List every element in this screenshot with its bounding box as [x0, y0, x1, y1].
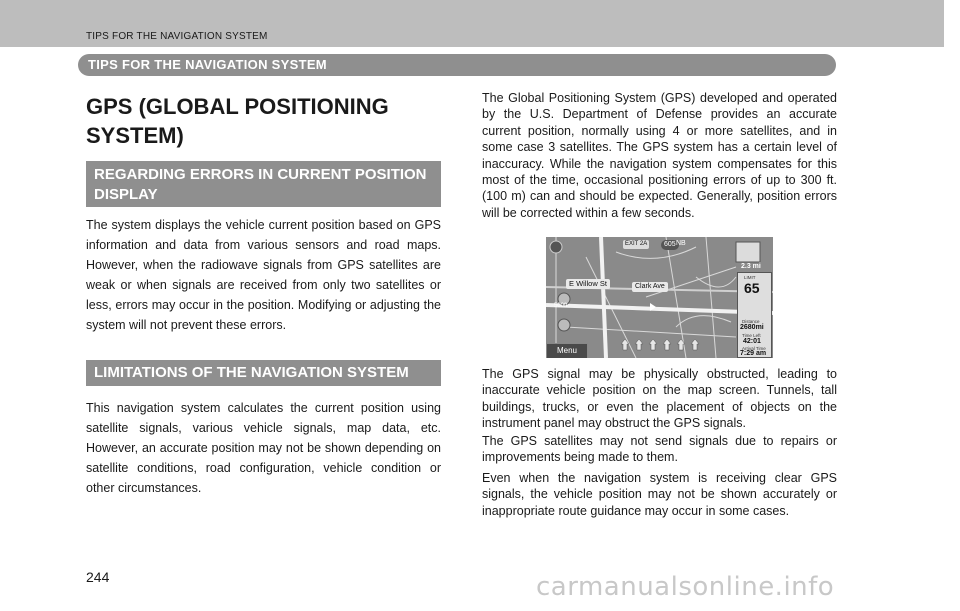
gps-accuracy-text: Even when the navigation system is receiving clear GPS signals, the vehicle position may not be shown accurately or inappropriate route guidance may occur in some cases.: [482, 471, 837, 518]
chapter-banner-title: TIPS FOR THE NAVIGATION SYSTEM: [88, 57, 327, 72]
time-left-label: Time Left: [742, 333, 761, 338]
chapter-banner: [78, 54, 836, 76]
watermark: carmanualsonline.info: [536, 572, 835, 602]
map-scale: 500ft: [554, 303, 568, 309]
next-turn-distance: 2.3 mi: [741, 263, 761, 270]
direction-label: NB: [676, 240, 686, 247]
speed-limit-label: LIMIT: [744, 275, 756, 280]
street-label-willow: E Willow St: [566, 279, 610, 289]
route-shield: 605: [661, 240, 679, 250]
speed-limit-value: 65: [744, 280, 760, 296]
trip-info-panel: [737, 272, 772, 358]
distance-value: 2680mi: [740, 324, 764, 331]
gps-obstruction-text: The GPS signal may be physically obstructed, leading to inaccurate vehicle position on the map screen. Tunnels, tall buildings, trucks, or even the placement of objects on the instrument panel may obstruct the GPS signals.: [482, 367, 837, 431]
exit-badge: EXIT 2A: [625, 241, 648, 247]
distance-label: Distance: [742, 319, 760, 324]
street-label-clark: Clark Ave: [632, 282, 668, 292]
errors-heading: REGARDING ERRORS IN CURRENT POSITION DISPLAY: [86, 161, 441, 207]
navigation-map-screenshot: [546, 237, 773, 358]
time-left-value: 42:01: [743, 338, 761, 345]
errors-text: The system displays the vehicle current position based on GPS information and data from various sensors and road maps. However, when the radiowave signals from GPS satellites are weak or when signals are received from only two satellites or less, errors may occur in the position. Modifying or adjusting the system will not prevent these errors.: [86, 218, 441, 332]
gps-satellite-repair-text: The GPS satellites may not send signals due to repairs or improvements being made to them.: [482, 434, 837, 465]
running-head: TIPS FOR THE NAVIGATION SYSTEM: [86, 31, 268, 42]
gps-title: GPS (GLOBAL POSITIONING SYSTEM): [86, 94, 389, 148]
gps-intro-text: The Global Positioning System (GPS) developed and operated by the U.S. Department of Defense provides an accurate current position, normally using 4 or more satellites, and in some case 3 satellites. The GPS system has a certain level of inaccuracy. While the navigation system compensates for this most of the time, occasional positioning errors of up to 300 ft. (100 m) can and should be expected. Generally, position errors will be corrected within a few seconds.: [482, 91, 837, 220]
page-number: 244: [86, 569, 110, 585]
limitations-heading: LIMITATIONS OF THE NAVIGATION SYSTEM: [86, 360, 441, 386]
arrival-time-label: Arrival Time: [742, 346, 766, 351]
arrival-time-value: 7:29 am: [740, 350, 767, 357]
map-menu-button: Menu: [546, 343, 588, 358]
limitations-text: This navigation system calculates the current position using satellite signals, various vehicle signals, map data, etc. However, an accurate position may not be shown depending on satellite conditions, road configuration, vehicle condition or other circumstances.: [86, 401, 441, 495]
